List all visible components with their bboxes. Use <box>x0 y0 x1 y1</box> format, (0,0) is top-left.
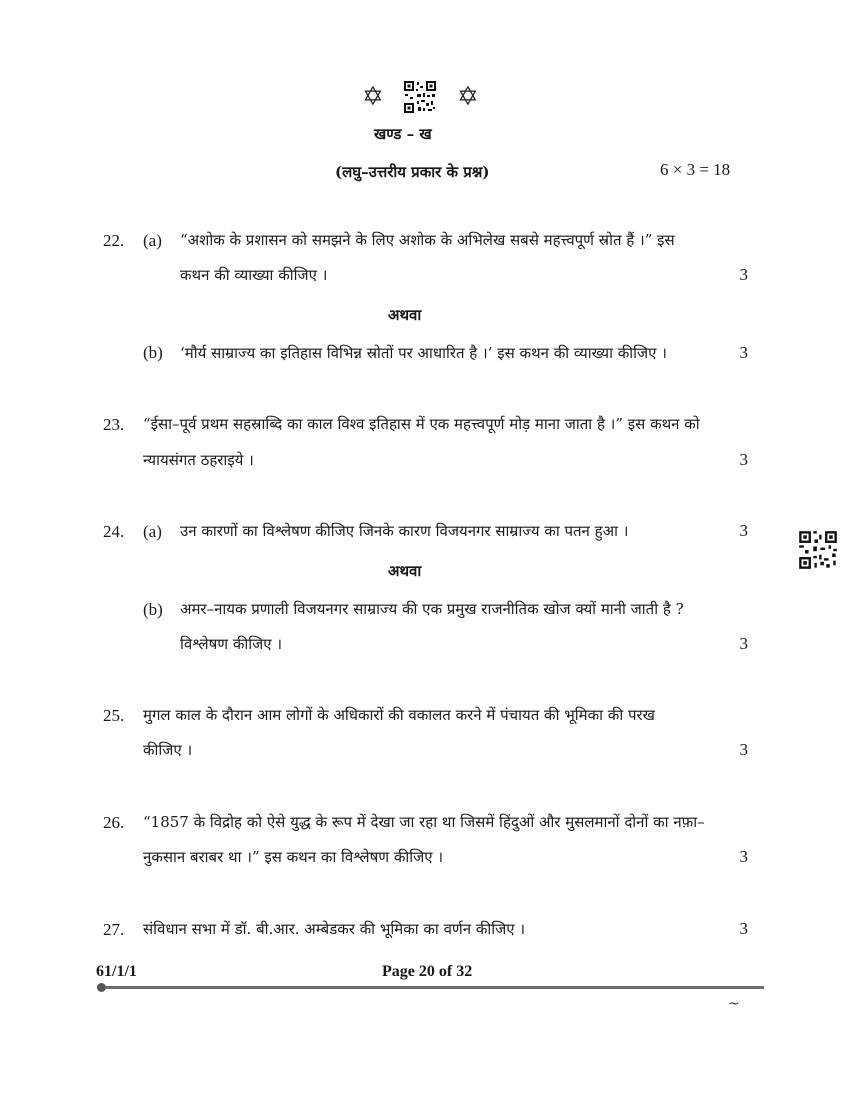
marks-24a: 3 <box>739 521 748 540</box>
question-25-line1: मुगल काल के दौरान आम लोगों के अधिकारों की वकालत करने में पंचायत की भूमिका की परख <box>143 706 655 724</box>
marks-26: 3 <box>739 847 748 866</box>
footer-rule <box>106 986 764 989</box>
question-25-line2: कीजिए । <box>143 741 193 759</box>
question-number-22: 22. <box>103 231 125 250</box>
or-label-22: अथवा <box>388 306 422 324</box>
question-27-line1: संविधान सभा में डॉ. बी.आर. अम्बेडकर की भूमिका का वर्णन कीजिए । <box>143 920 526 938</box>
question-22b-line1: ‘मौर्य साम्राज्य का इतिहास विभिन्न स्रोतों पर आधारित है ।’ इस कथन की व्याख्या कीजिए । <box>180 344 667 362</box>
corner-mark: ~ <box>728 996 740 1012</box>
marks-scheme: 6 × 3 = 18 <box>660 160 731 179</box>
star-of-david-icon-left: ✡ <box>362 82 384 112</box>
marks-25: 3 <box>739 740 748 759</box>
question-26-line2: नुकसान बराबर था ।” इस कथन का विश्लेषण कीजिए । <box>143 848 444 866</box>
part-label-24b: (b) <box>143 600 163 619</box>
part-label-22b: (b) <box>143 343 163 362</box>
question-23-line2: न्यायसंगत ठहराइये । <box>143 451 254 469</box>
question-24b-line2: विश्लेषण कीजिए । <box>180 635 283 653</box>
part-label-24a: (a) <box>143 522 162 541</box>
question-number-25: 25. <box>103 706 125 725</box>
question-number-27: 27. <box>103 920 125 939</box>
marks-24b: 3 <box>739 634 748 653</box>
question-number-23: 23. <box>103 415 125 434</box>
section-title: खण्ड – ख <box>374 125 432 143</box>
question-26-line1: “1857 के विद्रोह को ऐसे युद्ध के रूप में देखा जा रहा था जिसमें हिंदुओं और मुसलमानों दोनों का नफ़ा– <box>143 813 705 831</box>
marks-22b: 3 <box>739 343 748 362</box>
marks-23: 3 <box>739 450 748 469</box>
question-24a-line1: उन कारणों का विश्लेषण कीजिए जिनके कारण विजयनगर साम्राज्य का पतन हुआ । <box>180 522 629 540</box>
or-label-24: अथवा <box>388 562 422 580</box>
part-label-22a: (a) <box>143 231 162 250</box>
question-number-24: 24. <box>103 522 125 541</box>
paper-code: 61/1/1 <box>96 963 137 980</box>
section-subtitle: (लघु–उत्तरीय प्रकार के प्रश्न) <box>335 163 490 181</box>
star-of-david-icon-right: ✡ <box>457 82 479 112</box>
question-22a-line2: कथन की व्याख्या कीजिए । <box>180 266 328 284</box>
question-24b-line1: अमर–नायक प्रणाली विजयनगर साम्राज्य की एक प्रमुख राजनीतिक खोज क्यों मानी जाती है ? <box>180 600 684 618</box>
question-number-26: 26. <box>103 813 125 832</box>
footer-dot <box>97 983 106 992</box>
marks-27: 3 <box>739 919 748 938</box>
qr-code-icon-side <box>798 530 838 570</box>
question-22a-line1: “अशोक के प्रशासन को समझने के लिए अशोक के अभिलेख सबसे महत्त्वपूर्ण स्रोत हैं ।” इस <box>180 231 675 249</box>
qr-code-icon-top <box>403 80 437 114</box>
question-23-line1: “ईसा–पूर्व प्रथम सहस्राब्दि का काल विश्व इतिहास में एक महत्त्वपूर्ण मोड़ माना जाता है ।” इस कथन को <box>143 415 700 433</box>
page-number: Page 20 of 32 <box>382 963 473 980</box>
marks-22a: 3 <box>739 265 748 284</box>
